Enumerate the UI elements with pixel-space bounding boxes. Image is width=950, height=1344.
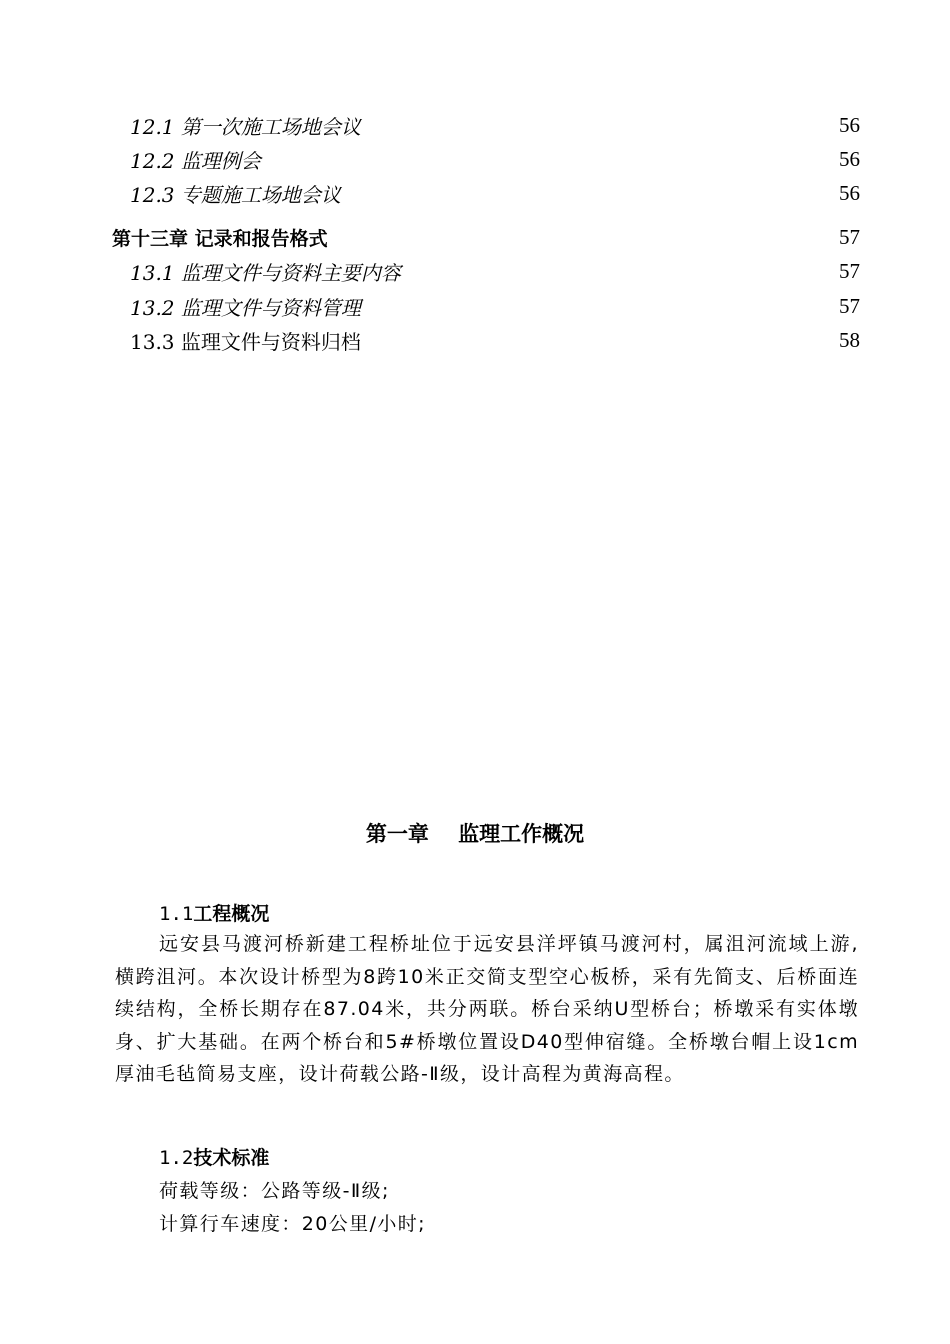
section-label: 技术标准 [193, 1147, 270, 1169]
toc-entry-title: 第十三章 记录和报告格式 [112, 227, 328, 250]
toc-entry-title: 13.2 监理文件与资料管理 [130, 295, 361, 320]
toc-entry[interactable] [130, 255, 860, 287]
toc-entry[interactable] [130, 109, 860, 141]
toc-entry[interactable] [130, 143, 860, 175]
toc-entry-page: 56 [839, 146, 860, 171]
section-label: 工程概况 [193, 903, 270, 925]
toc-entry-page: 56 [839, 180, 860, 205]
toc-entry-title: 12.3 专题施工场地会议 [130, 182, 341, 207]
section-paragraph: 远安县马渡河桥新建工程桥址位于远安县洋坪镇马渡河村，属沮河流域上游,横跨沮河。本次设计桥型为8跨10米正交简支型空心板桥，采有先简支、后桥面连续结构，全桥长期存在87.04米，共分两联。桥台采纳U型桥台；桥墩采有实体墩身、扩大基础。在两个桥台和5#桥墩位置设D40型伸宿缝。全桥墩台帽上设1cm厚油毛毡简易支座，设计荷载公路-Ⅱ级，设计高程为黄海高程。 [115, 933, 859, 1085]
toc-entry-page: 57 [839, 258, 860, 283]
section-heading [159, 899, 269, 926]
toc-entry-page: 57 [839, 293, 860, 318]
toc-entry-title: 13.1 监理文件与资料主要内容 [130, 260, 401, 285]
section-number: 1.2 [159, 1147, 194, 1169]
toc-entry-title: 12.2 监理例会 [130, 148, 261, 173]
toc-chapter-entry[interactable] [112, 221, 860, 253]
toc-entry-page: 58 [839, 327, 860, 352]
spec-line: 荷载等级：公路等级-Ⅱ级; [159, 1180, 390, 1202]
toc-entry-title: 12.1 第一次施工场地会议 [130, 114, 361, 139]
toc-entry[interactable] [130, 324, 860, 356]
toc-entry-page: 57 [839, 224, 860, 249]
section-number: 1.1 [159, 903, 194, 925]
spec-line: 计算行车速度：20公里/小时; [159, 1213, 426, 1235]
toc-entry[interactable] [130, 290, 860, 322]
section-heading [159, 1143, 269, 1170]
toc-entry-page: 56 [839, 112, 860, 137]
toc-entry-title: 13.3 监理文件与资料归档 [130, 329, 361, 354]
chapter-title: 第一章 监理工作概况 [365, 822, 585, 846]
toc-entry[interactable] [130, 177, 860, 209]
